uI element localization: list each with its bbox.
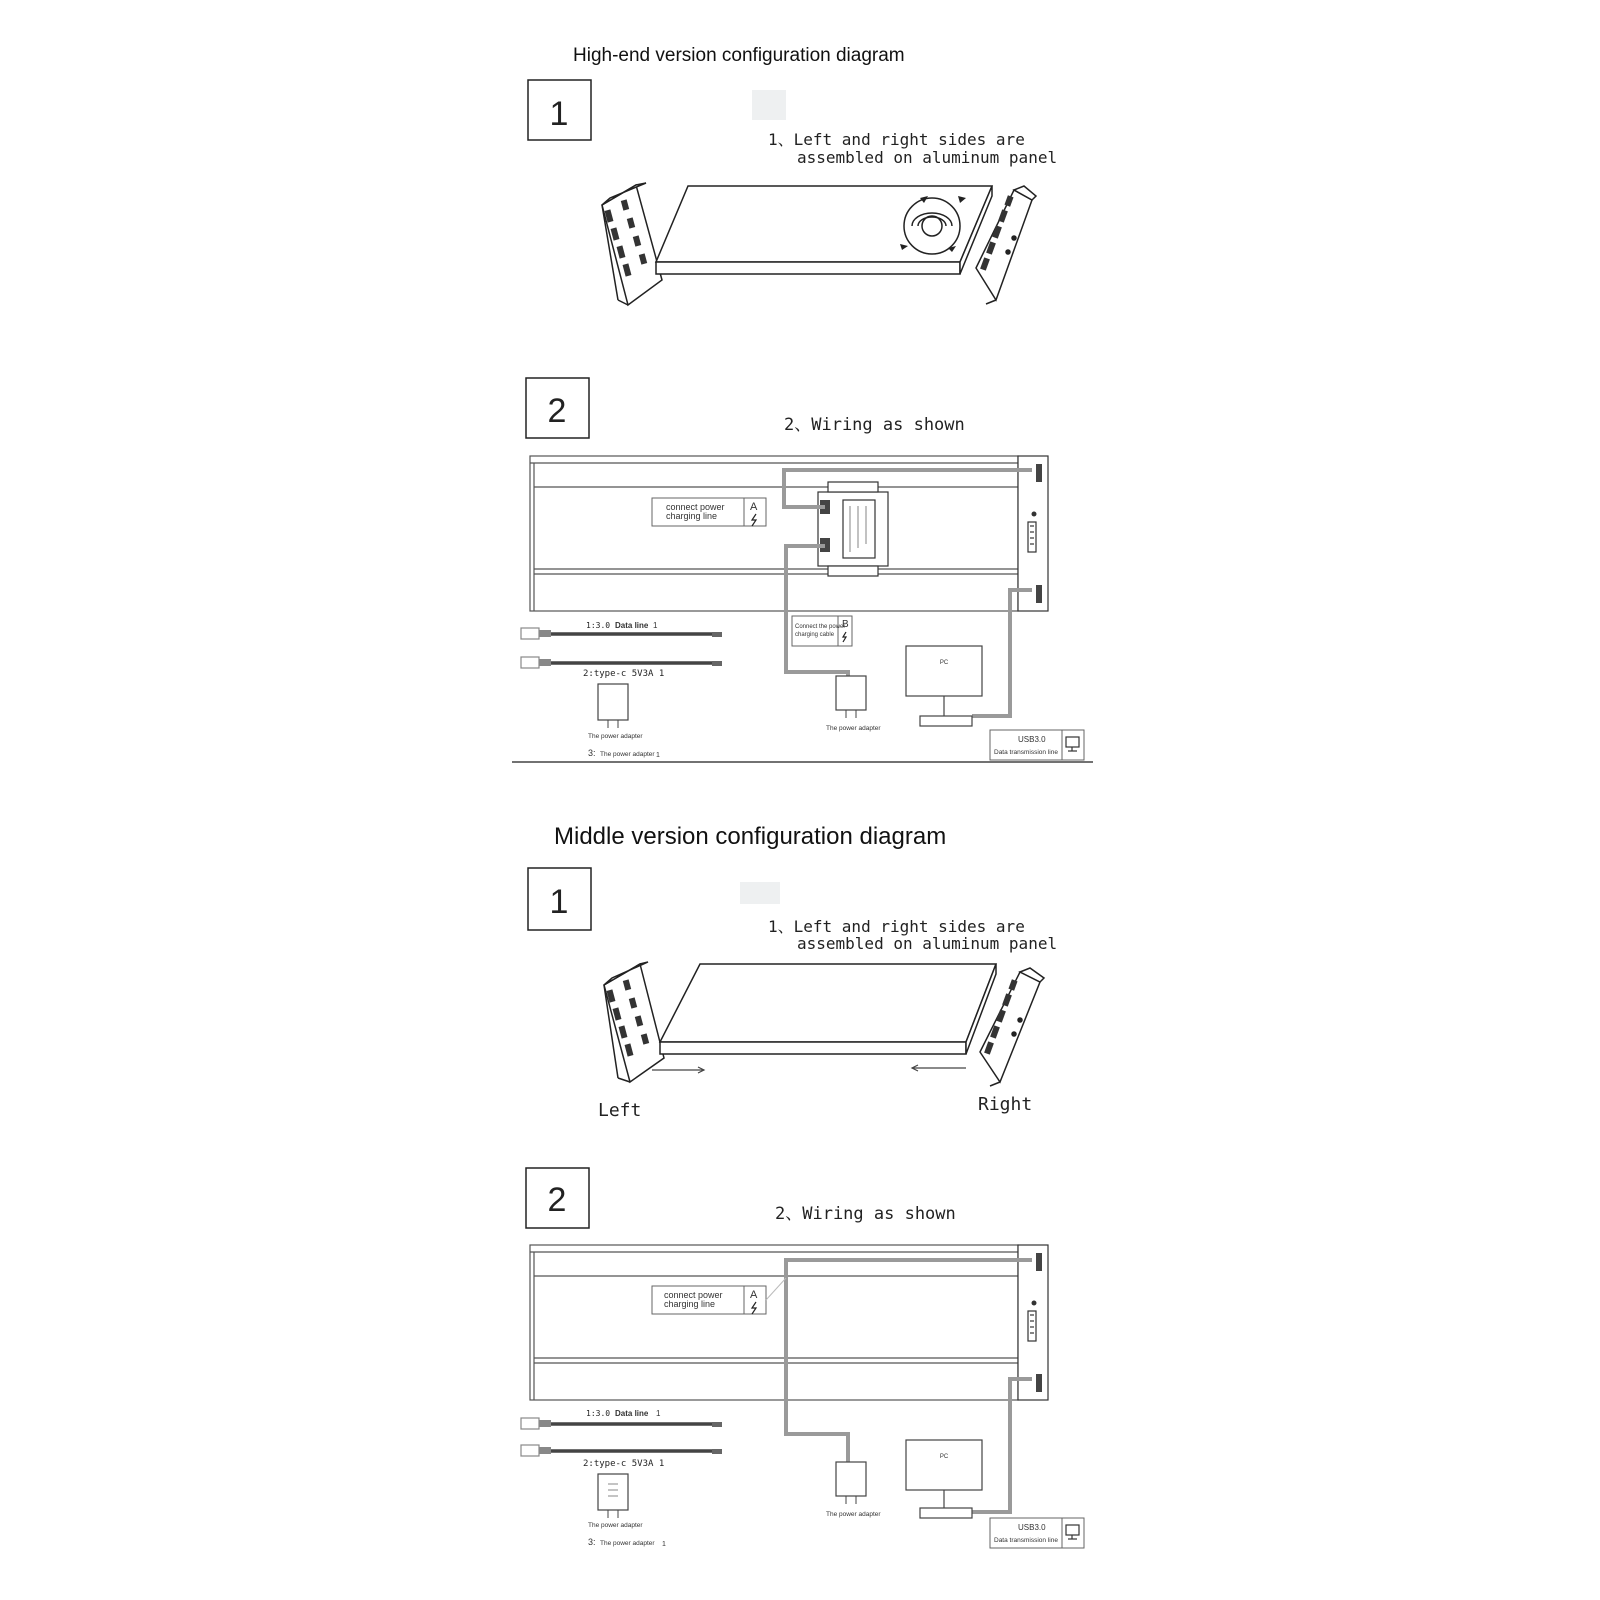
panel-outline	[530, 456, 1018, 611]
power-adapter-list	[598, 1474, 628, 1518]
panel-outline	[530, 1245, 1018, 1400]
usb3-title: USB3.0	[1018, 735, 1046, 744]
wireless-charger-module	[818, 482, 888, 576]
high-end-section	[512, 45, 1093, 762]
parts-list	[521, 1409, 722, 1548]
item-3-name: The power adapter	[600, 1540, 655, 1547]
label-a	[652, 498, 766, 526]
exploded-panel-drawing	[604, 962, 1044, 1086]
middle-title: Middle version configuration diagram	[554, 823, 947, 850]
step-1-caption-line-1: 1、Left and right sides are	[768, 130, 1025, 149]
item-1-prefix: 1:3.0	[586, 621, 611, 630]
item-3-prefix: 3:	[588, 748, 596, 758]
left-side-bracket	[604, 962, 664, 1082]
right-hub-unit	[1018, 1245, 1048, 1400]
item-2: 2:type-c 5V3A 1	[583, 1459, 665, 1469]
usb3-title: USB3.0	[1018, 1523, 1046, 1532]
item-1-qty: 1	[656, 1409, 661, 1418]
aluminum-panel	[660, 964, 996, 1054]
label-a-line-2: charging line	[664, 1299, 716, 1309]
item-2: 2:type-c 5V3A 1	[583, 669, 665, 679]
step-2-caption: 2、Wiring as shown	[775, 1204, 956, 1224]
adapter-label-middle: The power adapter	[826, 725, 881, 732]
usb-cable-1	[521, 1418, 722, 1429]
adapter-label-list: The power adapter	[588, 733, 643, 740]
right-label: Right	[978, 1094, 1033, 1115]
item-3-qty: 1	[662, 1541, 666, 1548]
step-1-caption-line-2: assembled on aluminum panel	[797, 934, 1058, 953]
pc-monitor	[906, 646, 982, 726]
step-1-caption-line-2: assembled on aluminum panel	[797, 148, 1058, 167]
step-1-number: 1	[549, 95, 569, 133]
usb-plug-icon	[521, 1418, 539, 1429]
usb3-label-box	[990, 1518, 1084, 1548]
label-a-line-1: connect power	[664, 1290, 723, 1300]
adapter-label-list: The power adapter	[588, 1522, 643, 1529]
usb-cable-2	[521, 657, 722, 668]
high-end-title: High-end version configuration diagram	[573, 45, 905, 66]
left-side-bracket	[602, 183, 662, 305]
label-a-line-2: charging line	[666, 511, 718, 521]
parts-list	[521, 621, 722, 759]
usb3-subtitle: Data transmission line	[994, 1537, 1058, 1544]
middle-section	[521, 823, 1084, 1548]
usb-plug-icon	[521, 628, 539, 639]
label-b	[792, 616, 852, 646]
step-2-number: 2	[547, 392, 567, 430]
usb3-subtitle: Data transmission line	[994, 749, 1058, 756]
usb3-label-box	[990, 730, 1084, 760]
step-2-caption: 2、Wiring as shown	[784, 415, 965, 435]
item-1-prefix: 1:3.0	[586, 1409, 611, 1418]
placeholder-swatch	[740, 882, 780, 904]
adapter-label-middle: The power adapter	[826, 1511, 881, 1518]
usb-plug-icon	[521, 1445, 539, 1456]
label-b-line-1: Connect the power	[795, 624, 846, 630]
item-1-name: Data line	[615, 621, 649, 630]
wiring-diagram-high-end	[512, 456, 1093, 762]
power-adapter-middle	[826, 1462, 881, 1518]
assembly-arrows	[652, 1065, 966, 1073]
item-3-qty: 1	[656, 752, 660, 759]
item-3-name: The power adapter	[600, 751, 655, 758]
item-1-qty: 1	[653, 621, 658, 630]
right-hub-unit	[1018, 456, 1048, 611]
usb-cable-2	[521, 1445, 722, 1456]
item-3-prefix: 3:	[588, 1537, 596, 1547]
step-2-number: 2	[547, 1181, 567, 1219]
pc-label: PC	[939, 1454, 949, 1460]
label-b-letter: B	[842, 619, 849, 630]
power-adapter-list	[598, 684, 628, 728]
step-1-caption-line-1: 1、Left and right sides are	[768, 917, 1025, 936]
pc-monitor	[906, 1440, 982, 1518]
exploded-panel-drawing	[602, 183, 1036, 305]
usb-plug-icon	[521, 657, 539, 668]
wiring-diagram-middle	[521, 1245, 1084, 1548]
label-a-letter: A	[750, 501, 758, 513]
label-a-letter: A	[750, 1289, 758, 1301]
item-1-name: Data line	[615, 1409, 649, 1418]
left-label: Left	[598, 1100, 642, 1121]
power-adapter-middle	[826, 676, 881, 732]
pc-label: PC	[939, 660, 949, 666]
placeholder-swatch	[752, 90, 786, 120]
label-b-line-2: charging cable	[795, 632, 835, 638]
step-1-number: 1	[549, 883, 569, 921]
label-a-line-1: connect power	[666, 502, 725, 512]
